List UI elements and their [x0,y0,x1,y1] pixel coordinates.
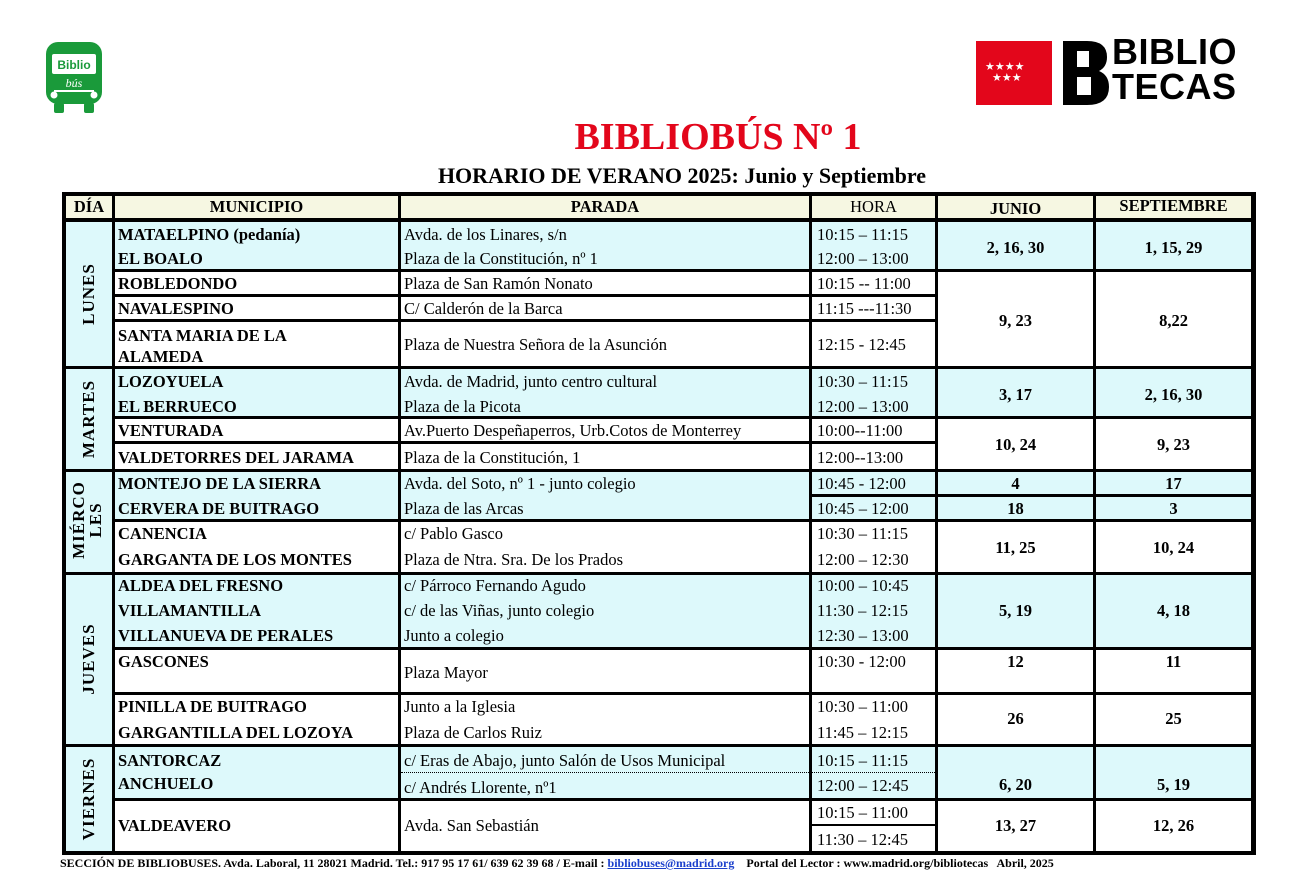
table-row: 10:00 – 10:45 11:30 – 12:15 12:30 – 13:00 [812,575,935,647]
date-junio: 9, 23 [938,272,1093,366]
brand-line2: TECAS [1112,66,1237,107]
row-divider [812,772,935,773]
date-junio: 10, 24 [938,419,1093,469]
date-junio: 4 [938,472,1093,494]
row-divider [401,772,809,773]
table-row: CANENCIA GARGANTA DE LOS MONTES [115,522,398,572]
table-row: c/ Eras de Abajo, junto Salón de Usos Municipal c/ Andrés Llorente, nº1 [401,747,809,798]
table-row: 10:45 – 12:00 [812,497,935,519]
day-lunes: LUNES [66,222,112,366]
bibliobus-logo [44,40,104,114]
table-row: 10:15 – 11:15 12:00 – 13:00 [812,222,935,269]
table-row: LOZOYUELA EL BERRUECO [115,369,398,416]
day-miercoles [66,472,112,572]
table-row: SANTORCAZ ANCHUELO [115,747,398,798]
table-row: ROBLEDONDO [115,272,398,294]
day-martes: MARTES [66,369,112,469]
table-row: Plaza Mayor [401,650,809,692]
day-miercoles-1: MIÉRCO [69,481,88,559]
date-septiembre: 17 [1096,472,1251,494]
footer [60,856,1054,871]
table-row: Plaza de San Ramón Nonato [401,272,809,294]
page-title: BIBLIOBÚS Nº 1 [574,116,862,158]
date-septiembre: 5, 19 [1096,747,1251,798]
table-row: MONTEJO DE LA SIERRA CERVERA DE BUITRAGO [115,472,398,519]
page-subtitle: HORARIO DE VERANO 2025: Junio y Septiembre [437,163,927,188]
date-septiembre: 10, 24 [1096,522,1251,572]
bus-logo-line1: Biblio [57,58,91,72]
footer-email-link[interactable]: bibliobuses@madrid.org [607,856,735,870]
table-row: Avda. de los Linares, s/n Plaza de la Constitución, nº 1 [401,222,809,269]
svg-text:★★★★: ★★★★ [985,60,1025,73]
table-row: 11:15 ---11:30 [812,297,935,319]
comunidad-madrid-flag [976,41,1052,105]
table-row: Avda. de Madrid, junto centro cultural Plaza de la Picota [401,369,809,416]
bus-logo-line2: bús [65,76,83,90]
table-row: GASCONES [115,650,398,692]
header-municipio: MUNICIPIO [115,196,398,218]
table-row: c/ Pablo Gasco Plaza de Ntra. Sra. De los Prados [401,522,809,572]
table-row: 10:45 - 12:00 [812,472,935,494]
table-row: 10:15 -- 11:00 [812,272,935,294]
day-miercoles-2: LES [86,502,105,538]
date-junio: 26 [938,695,1093,744]
table-row: ALDEA DEL FRESNO VILLAMANTILLA VILLANUEVA DE PERALES [115,575,398,647]
table-row: SANTA MARIA DE LA ALAMEDA [115,322,398,366]
header-parada: PARADA [401,196,809,218]
date-septiembre: 4, 18 [1096,575,1251,647]
date-septiembre: 12, 26 [1096,801,1251,851]
table-row: VALDETORRES DEL JARAMA [115,444,398,469]
header-hora: HORA [812,196,935,218]
header-septiembre: SEPTIEMBRE [1096,196,1251,218]
table-row: Av.Puerto Despeñaperros, Urb.Cotos de Monterrey [401,419,809,441]
table-row: 10:15 – 11:15 12:00 – 12:45 [812,747,935,798]
date-junio: 18 [938,497,1093,519]
table-row: 12:00--13:00 [812,444,935,469]
date-septiembre: 11 [1096,650,1251,692]
table-row: MATAELPINO (pedanía) EL BOALO [115,222,398,269]
date-septiembre: 25 [1096,695,1251,744]
date-junio: 13, 27 [938,801,1093,851]
table-row: VENTURADA [115,419,398,441]
table-row: C/ Calderón de la Barca [401,297,809,319]
table-row: 10:30 – 11:15 12:00 – 12:30 [812,522,935,572]
brand-line1: BIBLIO [1112,31,1237,72]
table-row: Avda. San Sebastián [401,801,809,851]
table-row: Plaza de la Constitución, 1 [401,444,809,469]
date-septiembre: 9, 23 [1096,419,1251,469]
table-row: 12:15 - 12:45 [812,322,935,366]
table-row: 10:15 – 11:00 [812,801,935,824]
table-row: 10:00--11:00 [812,419,935,441]
table-row: 10:30 - 12:00 [812,650,935,692]
schedule-table [62,192,1256,855]
date-septiembre: 3 [1096,497,1251,519]
table-row: 10:30 – 11:15 12:00 – 13:00 [812,369,935,416]
date-junio: 3, 17 [938,369,1093,416]
day-jueves: JUEVES [66,575,112,744]
table-row: 11:30 – 12:45 [812,826,935,851]
date-septiembre: 8,22 [1096,272,1251,366]
table-row: PINILLA DE BUITRAGO GARGANTILLA DEL LOZOYA [115,695,398,744]
header-dia: DÍA [66,196,112,218]
table-row: 10:30 – 11:00 11:45 – 12:15 [812,695,935,744]
date-septiembre: 2, 16, 30 [1096,369,1251,416]
svg-text:★★★: ★★★ [992,71,1022,84]
day-viernes: VIERNES [66,747,112,851]
table-row: Avda. del Soto, nº 1 - junto colegio Plaza de las Arcas [401,472,809,519]
header-junio: JUNIO [938,196,1093,218]
date-junio: 5, 19 [938,575,1093,647]
date-junio: 6, 20 [938,747,1093,798]
table-row: c/ Párroco Fernando Agudo c/ de las Viñas, junto colegio Junto a colegio [401,575,809,647]
table-row: NAVALESPINO [115,297,398,319]
date-junio: 2, 16, 30 [938,222,1093,269]
table-row: Junto a la Iglesia Plaza de Carlos Ruiz [401,695,809,744]
table-row: Plaza de Nuestra Señora de la Asunción [401,322,809,366]
table-row: VALDEAVERO [115,801,398,851]
date-junio: 12 [938,650,1093,692]
footer-portal: Portal del Lector : www.madrid.org/bibliotecas Abril, 2025 [734,856,1054,870]
date-septiembre: 1, 15, 29 [1096,222,1251,269]
bibliotecas-wordmark [1112,31,1237,107]
footer-contact: SECCIÓN DE BIBLIOBUSES. Avda. Laboral, 11 28021 Madrid. Tel.: 917 95 17 61/ 639 62 39 68 / E-mail : [60,856,608,870]
date-junio: 11, 25 [938,522,1093,572]
